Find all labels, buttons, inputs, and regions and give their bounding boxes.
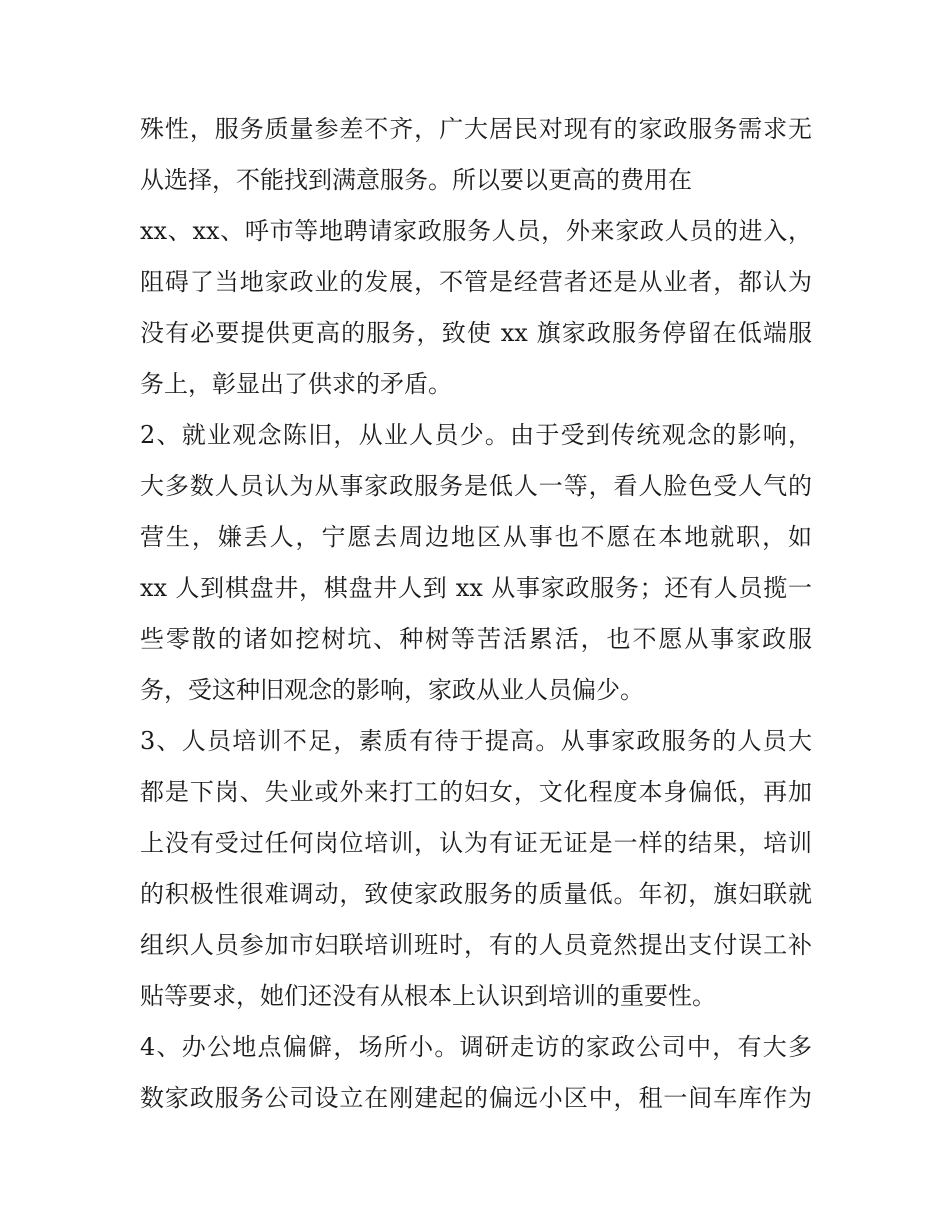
text-line: 2、就业观念陈旧，从业人员少。由于受到传统观念的影响，: [140, 421, 812, 449]
text-line: 营生，嫌丢人，宁愿去周边地区从事也不愿在本地就职，如: [140, 523, 812, 551]
text-line: xx 人到棋盘井，棋盘井人到 xx 从事家政服务；还有人员揽一: [140, 574, 812, 602]
text-line: 务，受这种旧观念的影响，家政从业人员偏少。: [140, 676, 644, 704]
text-line: xx、xx、呼市等地聘请家政服务人员，外来家政人员的进入，: [140, 217, 812, 245]
text-line: 贴等要求，她们还没有从根本上认识到培训的重要性。: [140, 982, 716, 1010]
text-line: 殊性，服务质量参差不齐，广大居民对现有的家政服务需求无: [140, 115, 812, 143]
text-line: 的积极性很难调动，致使家政服务的质量低。年初，旗妇联就: [140, 880, 812, 908]
text-line: 从选择，不能找到满意服务。所以要以更高的费用在: [140, 166, 692, 194]
text-line: 没有必要提供更高的服务，致使 xx 旗家政服务停留在低端服: [140, 319, 812, 347]
document-body: [140, 104, 812, 1124]
text-line: 大多数人员认为从事家政服务是低人一等，看人脸色受人气的: [140, 472, 812, 500]
text-line: 组织人员参加市妇联培训班时，有的人员竟然提出支付误工补: [140, 931, 812, 959]
text-line: 数家政服务公司设立在刚建起的偏远小区中，租一间车库作为: [140, 1084, 812, 1112]
text-line: 4、办公地点偏僻，场所小。调研走访的家政公司中，有大多: [140, 1033, 812, 1061]
text-line: 都是下岗、失业或外来打工的妇女，文化程度本身偏低，再加: [140, 778, 812, 806]
text-line: 3、人员培训不足，素质有待于提高。从事家政服务的人员大: [140, 727, 812, 755]
text-line: 上没有受过任何岗位培训，认为有证无证是一样的结果，培训: [140, 829, 812, 857]
text-line: 些零散的诸如挖树坑、种树等苦活累活，也不愿从事家政服: [140, 625, 812, 653]
text-line: 阻碍了当地家政业的发展，不管是经营者还是从业者，都认为: [140, 268, 812, 296]
text-line: 务上，彰显出了供求的矛盾。: [140, 370, 452, 398]
